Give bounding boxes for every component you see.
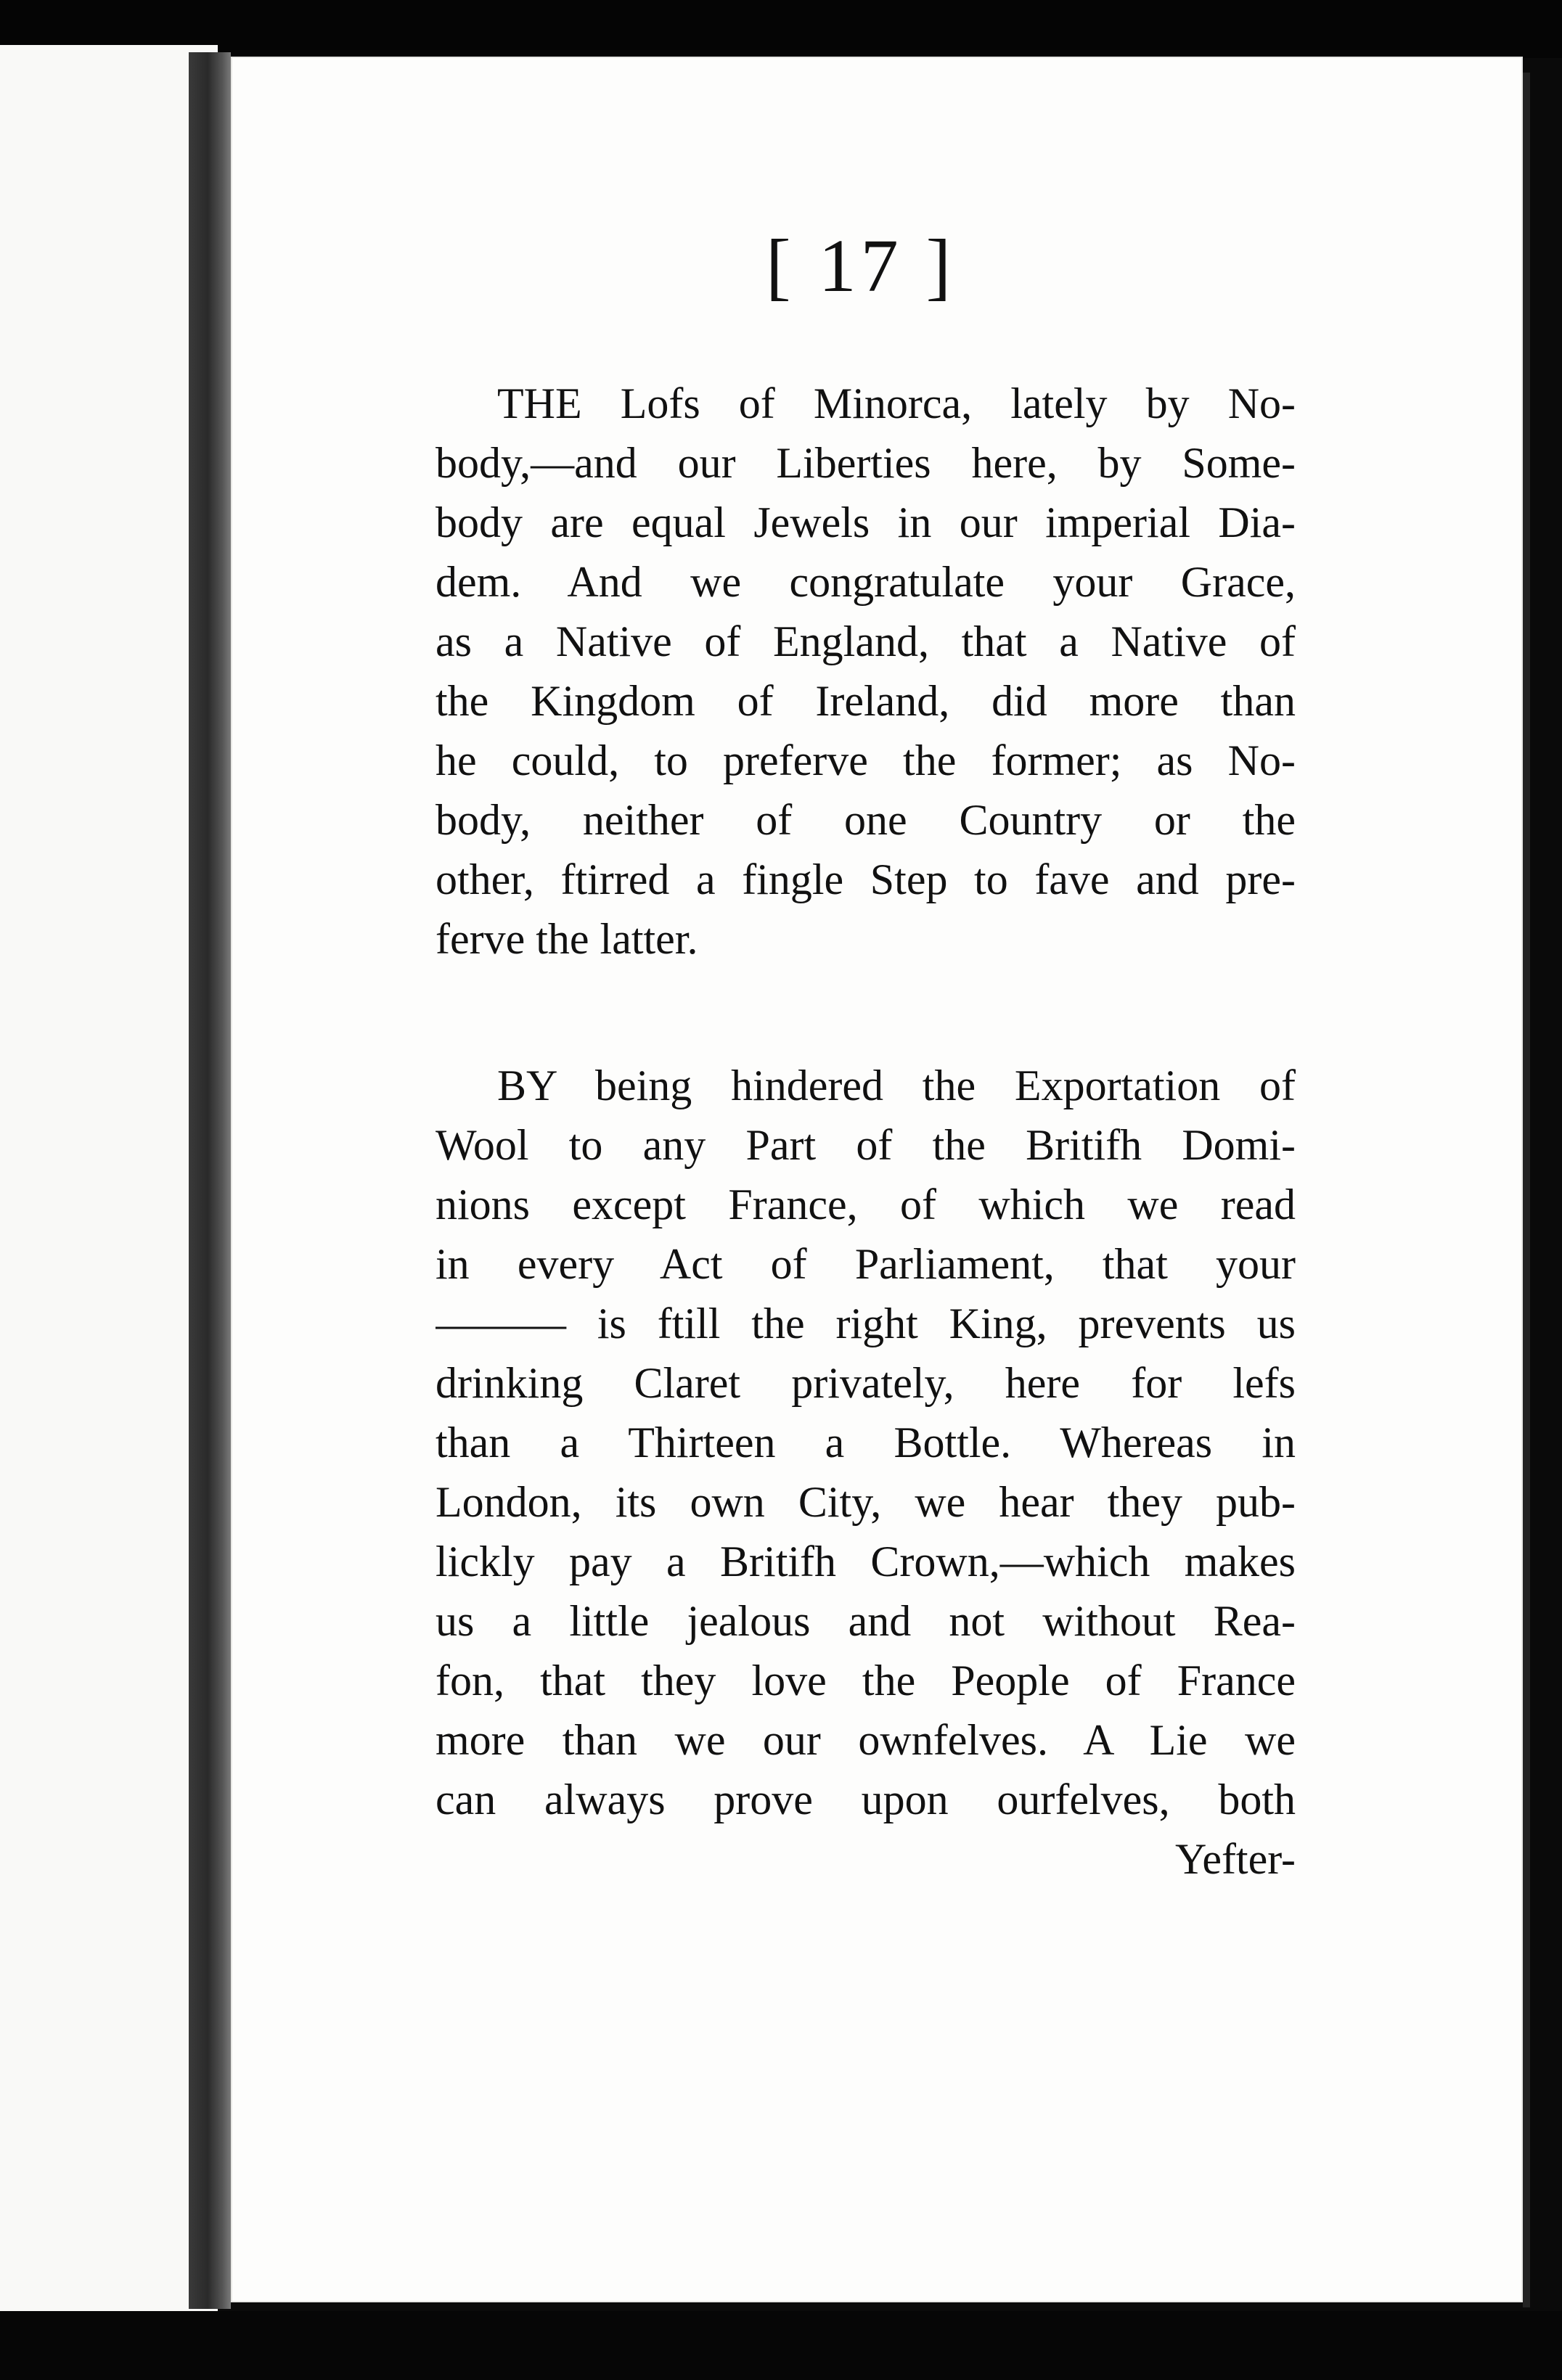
catchword: Yefter- <box>1175 1835 1296 1883</box>
text-line: in every Act of Parliament, that your <box>436 1240 1296 1288</box>
text-line: than a Thirteen a Bottle. Whereas in <box>436 1419 1296 1466</box>
page-edge-shadow <box>1523 73 1530 2307</box>
paragraph-wool-exportation <box>436 1056 1296 1889</box>
text-line: ferve the latter. <box>436 915 698 963</box>
text-line: other, ftirred a fingle Step to fave and pre- <box>436 855 1296 903</box>
text-line: he could, to preferve the former; as No- <box>436 736 1296 784</box>
text-line: dem. And we congratulate your Grace, <box>436 558 1296 606</box>
page-number: [ 17 ] <box>766 224 956 308</box>
text-line: more than we our ownfelves. A Lie we <box>436 1716 1296 1764</box>
text-line: ——— is ftill the right King, prevents us <box>436 1300 1296 1347</box>
text-line: London, its own City, we hear they pub- <box>436 1478 1296 1526</box>
text-line: nions except France, of which we read <box>436 1181 1296 1228</box>
text-line: body,—and our Liberties here, by Some- <box>436 439 1296 487</box>
paragraph-minorca <box>436 374 1296 969</box>
scan-bottom-border <box>0 2311 1562 2380</box>
text-line: BY being hindered the Exportation of <box>497 1062 1296 1109</box>
facing-page-edge <box>0 45 218 2316</box>
text-line: as a Native of England, that a Native of <box>436 617 1296 665</box>
scan-top-border <box>0 0 1562 58</box>
text-line: can always prove upon ourfelves, both <box>436 1776 1296 1823</box>
text-line: body are equal Jewels in our imperial Dia- <box>436 498 1296 546</box>
text-line: Wool to any Part of the Britifh Domi- <box>436 1121 1296 1169</box>
text-line: lickly pay a Britifh Crown,—which makes <box>436 1538 1296 1585</box>
text-line: THE Lofs of Minorca, lately by No- <box>497 379 1296 427</box>
text-line: fon, that they love the People of France <box>436 1657 1296 1704</box>
text-line: body, neither of one Country or the <box>436 796 1296 844</box>
book-gutter <box>189 52 231 2309</box>
text-line: the Kingdom of Ireland, did more than <box>436 677 1296 725</box>
text-line: drinking Claret privately, here for lefs <box>436 1359 1296 1407</box>
text-line: us a little jealous and not without Rea- <box>436 1597 1296 1645</box>
